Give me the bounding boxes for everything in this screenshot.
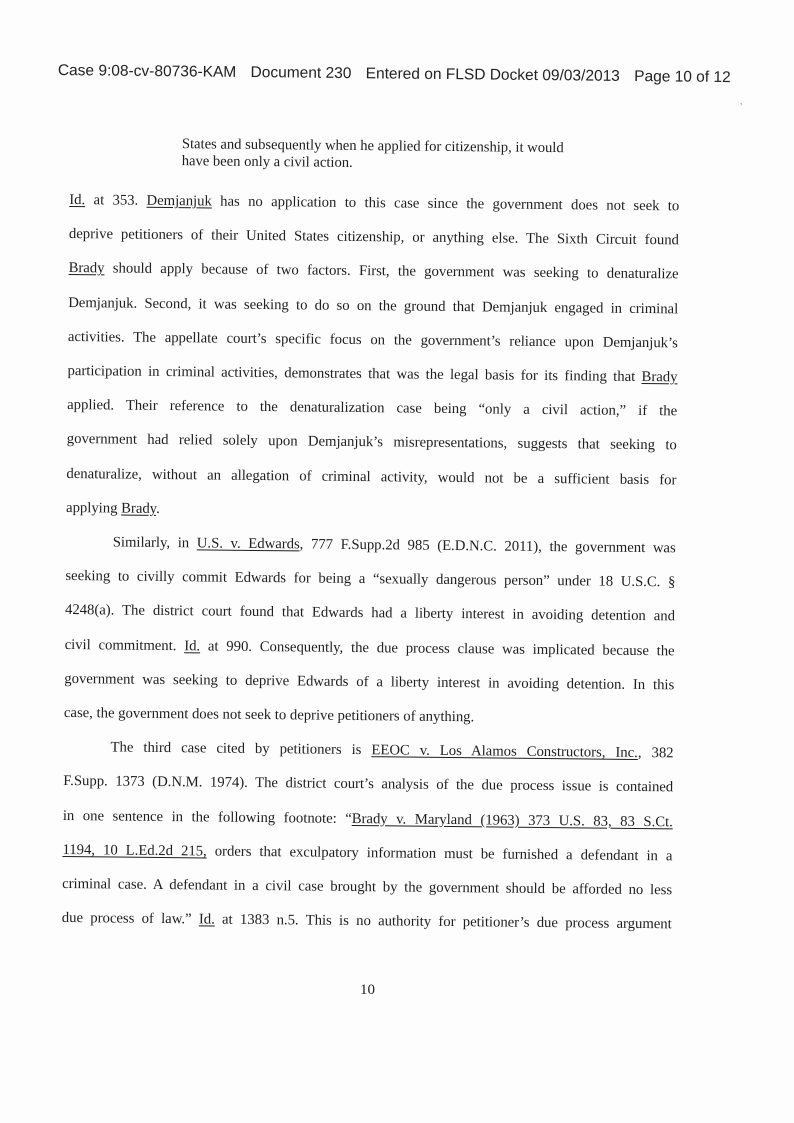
case-number: Case 9:08-cv-80736-KAM [57, 62, 237, 81]
text-line: applying Brady. [66, 499, 160, 517]
text-line: civil commitment. Id. at 990. Consequently, the due process clause was implicated because the [64, 636, 675, 660]
text-line: 4248(a). The district court found that Edwards had a liberty interest in avoiding detention and [64, 602, 676, 625]
text-line: government had relied solely upon Demjanjuk’s misrepresentations, suggests that seeking to [66, 431, 677, 454]
text-line: due process of law.” Id. at 1383 n.5. This is no authority for petitioner’s due process argument [61, 910, 672, 933]
text-line: in one sentence in the following footnote: “Brady v. Maryland (1963) 373 U.S. 83, 83 S.Ct. [62, 807, 673, 831]
text-line: case, the government does not seek to deprive petitioners of anything. [63, 705, 475, 726]
document-number: Document 230 [250, 64, 352, 83]
text-line: F.Supp. 1373 (D.N.M. 1974). The district court’s analysis of the due process issue is contained [63, 773, 674, 796]
text-line: 1194, 10 L.Ed.2d 215, orders that exculpatory information must be furnished a defendant in a [62, 841, 673, 865]
text-line: Brady should apply because of two factors. First, the government was seeking to denaturalize [68, 260, 679, 283]
text-line: Id. at 353. Demjanjuk has no application to this case since the government does not seek to [69, 191, 680, 215]
text-line: applied. Their reference to the denaturalization case being “only a civil action,” if the [67, 397, 678, 420]
scan-mark: , [740, 96, 743, 107]
quote-line: have been only a civil action. [181, 153, 353, 171]
quote-line: States and subsequently when he applied for citizenship, it would [181, 136, 564, 157]
page-number: 10 [360, 982, 375, 998]
paragraph-3 [62, 730, 674, 942]
paragraph-2 [64, 525, 676, 737]
text-line: criminal case. A defendant in a civil case brought by the government should be afforded no less [62, 876, 673, 899]
text-line: seeking to civilly commit Edwards for being a “sexually dangerous person” under 18 U.S.C. § [65, 568, 676, 591]
text-line: activities. The appellate court’s specific focus on the government’s reliance upon Demjanjuk’s [67, 328, 678, 352]
entry-info: Entered on FLSD Docket 09/03/2013 [365, 65, 620, 85]
body-text [62, 135, 680, 942]
text-line: denaturalize, without an allegation of criminal activity, would not be a sufficient basis for [66, 465, 677, 488]
page-count: Page 10 of 12 [634, 68, 731, 87]
text-line: deprive petitioners of their United States citizenship, or anything else. The Sixth Circuit found [68, 226, 680, 249]
docket-header [58, 62, 738, 87]
paragraph-1 [66, 183, 680, 531]
text-line: participation in criminal activities, demonstrates that was the legal basis for its finding that Brady [67, 363, 678, 386]
text-line: Demjanjuk. Second, it was seeking to do so on the ground that Demjanjuk engaged in criminal [68, 294, 679, 317]
text-line: government was seeking to deprive Edwards of a liberty interest in avoiding detention. In this [64, 670, 675, 694]
text-line: The third case cited by petitioners is EEOC v. Los Alamos Constructors, Inc., 382 [110, 739, 674, 762]
text-line: Similarly, in U.S. v. Edwards, 777 F.Supp.2d 985 (E.D.N.C. 2011), the government was [112, 534, 676, 557]
block-quote [182, 136, 612, 175]
